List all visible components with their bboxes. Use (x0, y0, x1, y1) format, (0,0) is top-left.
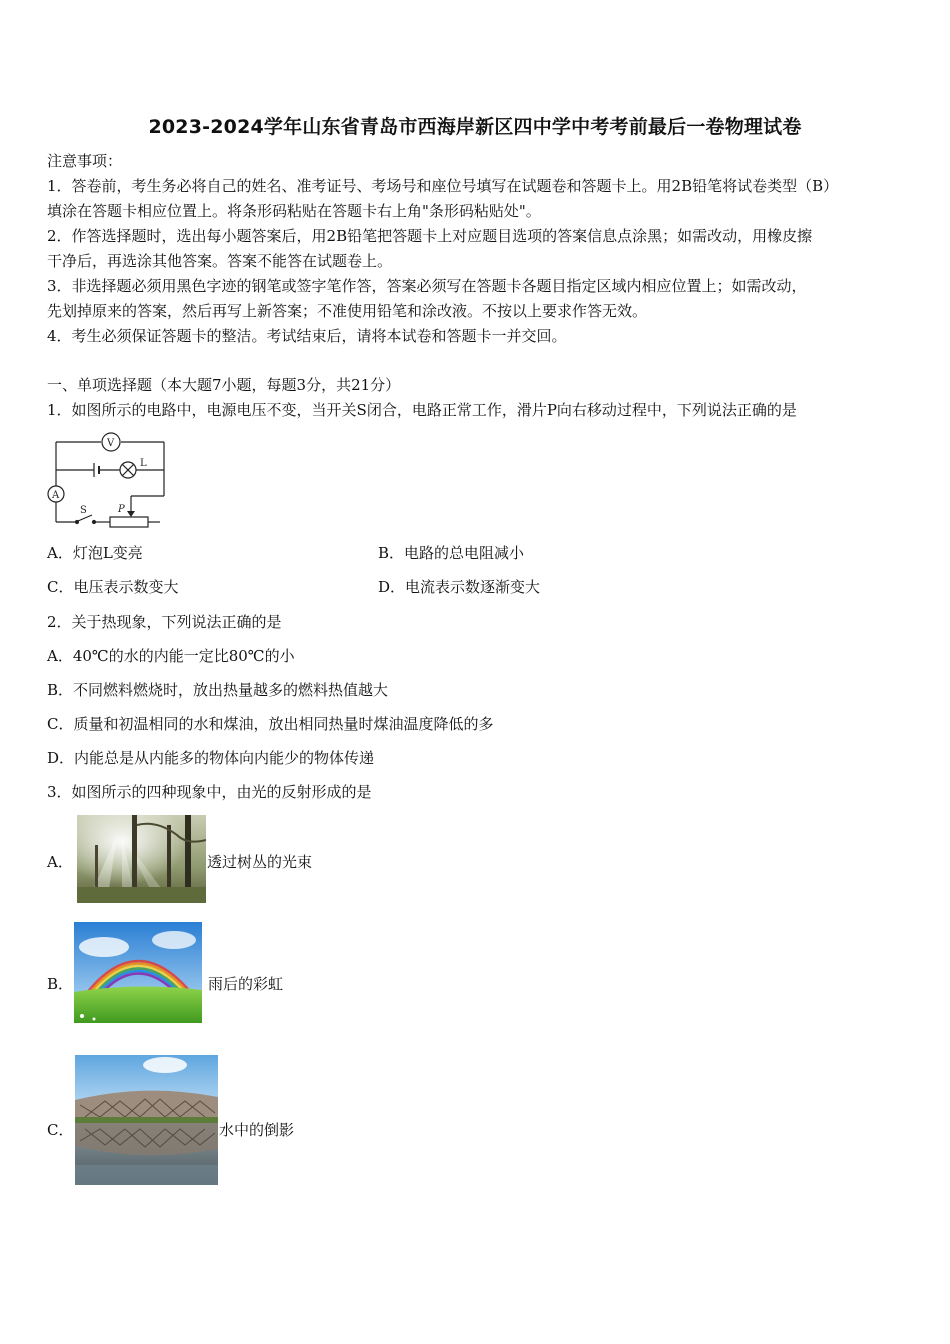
q3-option-a-text: 透过树丛的光束 (207, 853, 313, 871)
note-line: 干净后，再选涂其他答案。答案不能答在试题卷上。 (47, 252, 393, 270)
note-line: 先划掉原来的答案，然后再写上新答案；不准使用铅笔和涂改液。不按以上要求作答无效。 (47, 302, 648, 320)
note-line: 2．作答选择题时，选出每小题答案后，用2B铅笔把答题卡上对应题目选项的答案信息点涂黑；如需改动，用橡皮擦 (47, 227, 813, 245)
ammeter-label: A (52, 490, 60, 501)
question-3-stem: 3．如图所示的四种现象中，由光的反射形成的是 (47, 783, 372, 801)
q1-option-d[interactable]: D．电流表示数逐渐变大 (378, 578, 541, 596)
circuit-diagram (44, 432, 174, 532)
note-line: 3．非选择题必须用黑色字迹的钢笔或签字笔作答，答案必须写在答题卡各题目指定区域内相应位置上；如需改动， (47, 277, 807, 295)
q3-option-b-text: 雨后的彩虹 (208, 975, 284, 993)
note-line: 填涂在答题卡相应位置上。将条形码粘贴在答题卡右上角"条形码粘贴处"。 (47, 202, 541, 220)
section-heading: 一、单项选择题（本大题7小题，每题3分，共21分） (47, 376, 401, 394)
q2-option-c[interactable]: C．质量和初温相同的水和煤油，放出相同热量时煤油温度降低的多 (47, 715, 494, 733)
question-2-stem: 2．关于热现象，下列说法正确的是 (47, 613, 282, 631)
note-line: 4．考生必须保证答题卡的整洁。考试结束后，请将本试卷和答题卡一并交回。 (47, 327, 567, 345)
q1-option-a[interactable]: A．灯泡L变亮 (47, 544, 143, 562)
switch-label: S (80, 505, 87, 516)
q2-option-d[interactable]: D．内能总是从内能多的物体向内能少的物体传递 (47, 749, 375, 767)
q3-option-c-letter[interactable]: C． (47, 1121, 74, 1139)
q3-option-c-text: 水中的倒影 (219, 1121, 295, 1139)
page-title: 2023-2024学年山东省青岛市西海岸新区四中学中考考前最后一卷物理试卷 (148, 116, 802, 138)
water-reflection-image (75, 1055, 218, 1185)
q3-option-a-letter[interactable]: A． (47, 853, 73, 871)
q2-option-b[interactable]: B．不同燃料燃烧时，放出热量越多的燃料热值越大 (47, 681, 389, 699)
slider-label: P (118, 504, 125, 515)
notes-heading: 注意事项： (47, 152, 123, 170)
q1-option-b[interactable]: B．电路的总电阻减小 (378, 544, 525, 562)
voltmeter-label: V (107, 438, 115, 449)
lamp-label: L (140, 458, 147, 469)
rainbow-image (74, 922, 202, 1023)
note-line: 1．答卷前，考生务必将自己的姓名、准考证号、考场号和座位号填写在试题卷和答题卡上。用2B铅笔将试卷类型（B） (47, 177, 839, 195)
forest-light-image (77, 815, 206, 903)
q1-option-c[interactable]: C．电压表示数变大 (47, 578, 179, 596)
question-1-stem: 1．如图所示的电路中，电源电压不变，当开关S闭合，电路正常工作，滑片P向右移动过程中，下列说法正确的是 (47, 401, 797, 419)
q2-option-a[interactable]: A．40℃的水的内能一定比80℃的小 (47, 647, 295, 665)
q3-option-b-letter[interactable]: B． (47, 975, 74, 993)
